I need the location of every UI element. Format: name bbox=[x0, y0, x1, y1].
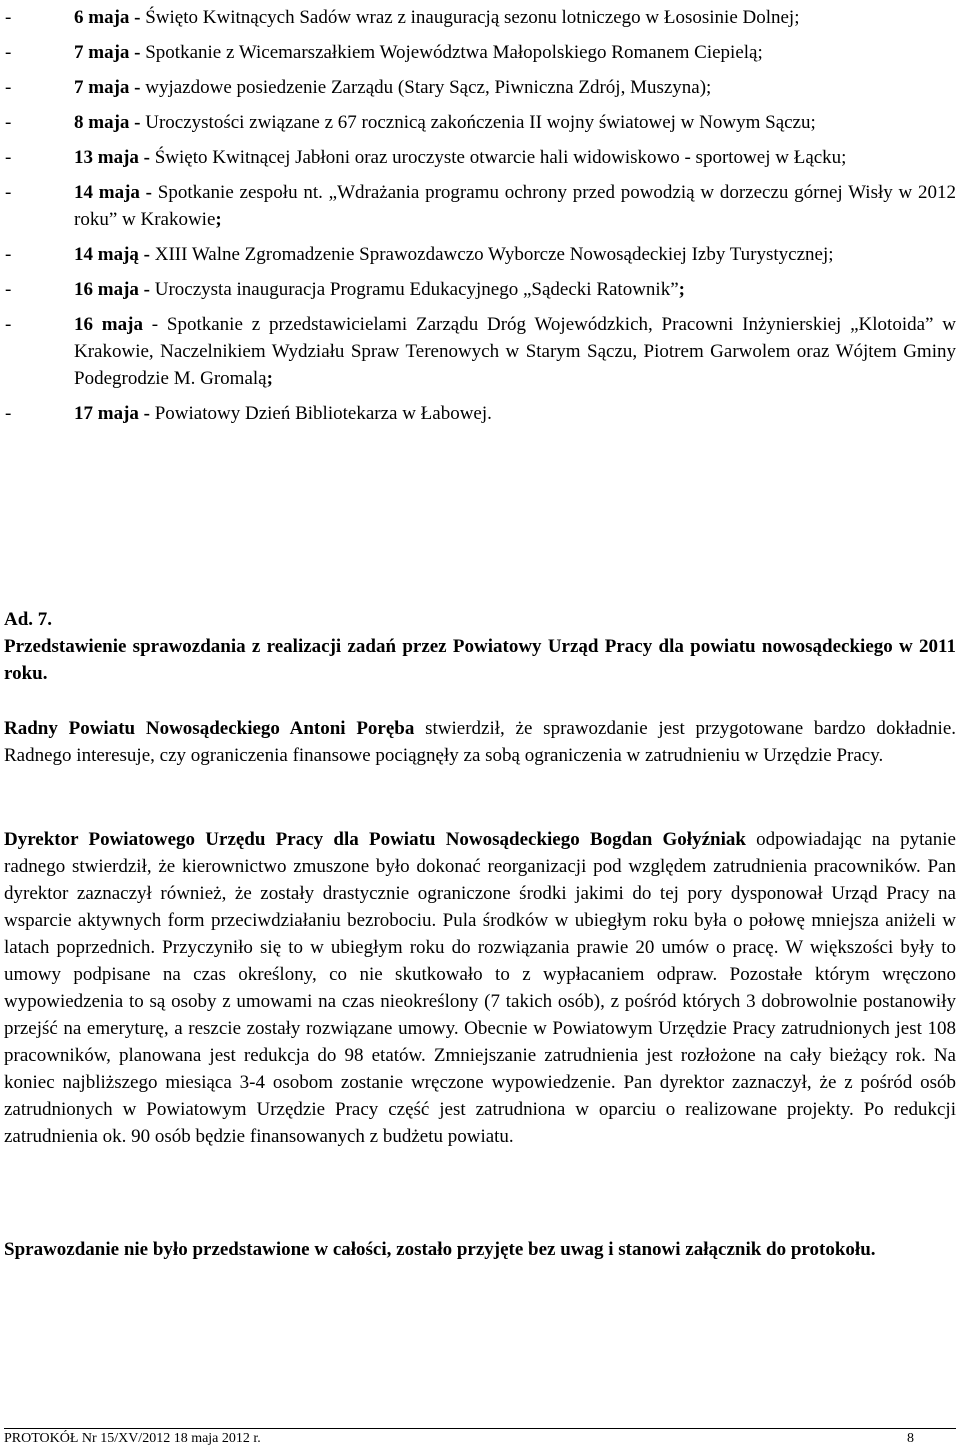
list-dash: - bbox=[5, 403, 12, 424]
list-dash: - bbox=[5, 244, 12, 265]
page-number: 8 bbox=[907, 1431, 914, 1446]
list-dash: - bbox=[5, 77, 12, 98]
paragraph-text: odpowiadając na pytanie radnego stwierdził, że kierownictwo zmuszone było dokonać reorganizacji pod względem zatrudnienia pracowników. Pan dyrektor zaznaczył również, że zostały drastycznie ograniczone środki jakimi do tej pory dysponował Urząd Pracy na wsparcie aktywnych form przeciwdziałaniu bezrobociu. Pula środków w ubiegłym roku była o połowę mniejsza aniżeli w latach poprzednich. Przyczyniło się to w ubiegłym roku do rozwiązania prawie 20 umów o pracę. W większości były to umowy podpisane na czas określony, co nie skutkowało to z wypłacaniem odpraw. Pozostałe którym wręczono wypowiedzenia to są osoby z umowami na czas nieokreślony (7 takich osób), z pośród których 3 dobrowolnie postanowiły przejść na emeryturę, a reszcie zostały rozwiązane umowy. Obecnie w Powiatowym Urzędzie Pracy zatrudnionych jest 108 pracowników, planowana jest redukcja do 98 etatów. Zmniejszanie zatrudnienia jest rozłożone na cały bieżący rok. Na koniec najbliższego miesiąca 3-4 osobom zostanie wręczone wypowiedzenie. Pan dyrektor zaznaczył, że z pośród osób zatrudnionych w Powiatowym Urzędzie Pracy część jest zatrudniona w oparciu o realizowane projekty. Po redukcji zatrudnienia ok. 90 osób będzie finansowanych z budżetu powiatu. bbox=[4, 829, 956, 1147]
list-item bbox=[0, 400, 960, 427]
list-dash: - bbox=[5, 182, 12, 203]
event-text: - Spotkanie z przedstawicielami Zarządu Dróg Wojewódzkich, Pracowni Inżynierskiej „Klotoida” w Krakowie, Naczelnikiem Wydziału Spraw Terenowych w Starym Sączu, Piotrem Garwolem oraz Wójtem Gminy Podegrodzie M. Gromalą bbox=[74, 314, 956, 389]
event-date: 16 maja - bbox=[74, 279, 150, 300]
agenda-item-title: Przedstawienie sprawozdania z realizacji zadań przez Powiatowy Urząd Pracy dla powiatu nowosądeckiego w 2011 roku. bbox=[4, 636, 956, 684]
paragraph-director bbox=[4, 826, 956, 1150]
event-date: 7 maja - bbox=[74, 42, 141, 63]
event-text: Uroczysta inauguracja Programu Edukacyjnego „Sądecki Ratownik” bbox=[149, 279, 679, 300]
event-text: Spotkanie z Wicemarszałkiem Województwa Małopolskiego Romanem Ciepielą; bbox=[140, 42, 763, 63]
list-dash: - bbox=[5, 147, 12, 168]
event-text: Spotkanie zespołu nt. „Wdrażania programu ochrony przed powodzią w dorzeczu górnej Wisły w 2012 roku” w Krakowie bbox=[74, 182, 956, 230]
event-text: Święto Kwitnących Sadów wraz z inauguracją sezonu lotniczego w Łososinie Dolnej; bbox=[140, 7, 800, 28]
event-date: 16 maja bbox=[74, 314, 143, 335]
list-dash: - bbox=[5, 314, 12, 335]
event-date: 14 mają - bbox=[74, 244, 150, 265]
footer-document-title: PROTOKÓŁ Nr 15/XV/2012 18 maja 2012 r. bbox=[4, 1431, 261, 1446]
event-text: Powiatowy Dzień Bibliotekarza w Łabowej. bbox=[149, 403, 492, 424]
list-item bbox=[0, 276, 960, 303]
list-item bbox=[0, 74, 960, 101]
event-trail: ; bbox=[266, 368, 273, 389]
list-item bbox=[0, 144, 960, 171]
event-date: 8 maja - bbox=[74, 112, 141, 133]
event-date: 17 maja - bbox=[74, 403, 150, 424]
agenda-item-number: Ad. 7. bbox=[4, 609, 53, 630]
list-item bbox=[0, 311, 960, 392]
paragraph-conclusion: Sprawozdanie nie było przedstawione w całości, zostało przyjęte bez uwag i stanowi załącznik do protokołu. bbox=[4, 1239, 876, 1260]
list-dash: - bbox=[5, 42, 12, 63]
event-trail: ; bbox=[678, 279, 685, 300]
list-dash: - bbox=[5, 7, 12, 28]
list-item bbox=[0, 241, 960, 268]
paragraph-text: stwierdził, że sprawozdanie jest przygotowane bardzo dokładnie. Radnego interesuje, czy ograniczenia finansowe pociągnęły za sobą ograniczenia w zatrudnieniu w Urzędzie Pracy. bbox=[4, 718, 957, 766]
event-date: 6 maja - bbox=[74, 7, 141, 28]
event-text: Uroczystości związane z 67 rocznicą zakończenia II wojny światowej w Nowym Sączu; bbox=[140, 112, 816, 133]
list-dash: - bbox=[5, 279, 12, 300]
list-dash: - bbox=[5, 112, 12, 133]
event-date: 13 maja - bbox=[74, 147, 150, 168]
list-item bbox=[0, 109, 960, 136]
list-item bbox=[0, 39, 960, 66]
speaker-name: Dyrektor Powiatowego Urzędu Pracy dla Powiatu Nowosądeckiego Bogdan Gołyźniak bbox=[4, 829, 746, 850]
footer-divider bbox=[4, 1428, 956, 1429]
list-item bbox=[0, 4, 960, 31]
events-list bbox=[0, 4, 960, 435]
paragraph-councillor bbox=[4, 715, 956, 769]
event-date: 7 maja - bbox=[74, 77, 141, 98]
event-date: 14 maja - bbox=[74, 182, 153, 203]
event-text: XIII Walne Zgromadzenie Sprawozdawczo Wyborcze Nowosądeckiej Izby Turystycznej; bbox=[149, 244, 834, 265]
speaker-name: Radny Powiatu Nowosądeckiego Antoni Poręba bbox=[4, 718, 415, 739]
event-text: Święto Kwitnącej Jabłoni oraz uroczyste otwarcie hali widowiskowo - sportowej w Łącku; bbox=[149, 147, 847, 168]
event-trail: ; bbox=[215, 209, 222, 230]
list-item bbox=[0, 179, 960, 233]
event-text: wyjazdowe posiedzenie Zarządu (Stary Sącz, Piwniczna Zdrój, Muszyna); bbox=[140, 77, 712, 98]
